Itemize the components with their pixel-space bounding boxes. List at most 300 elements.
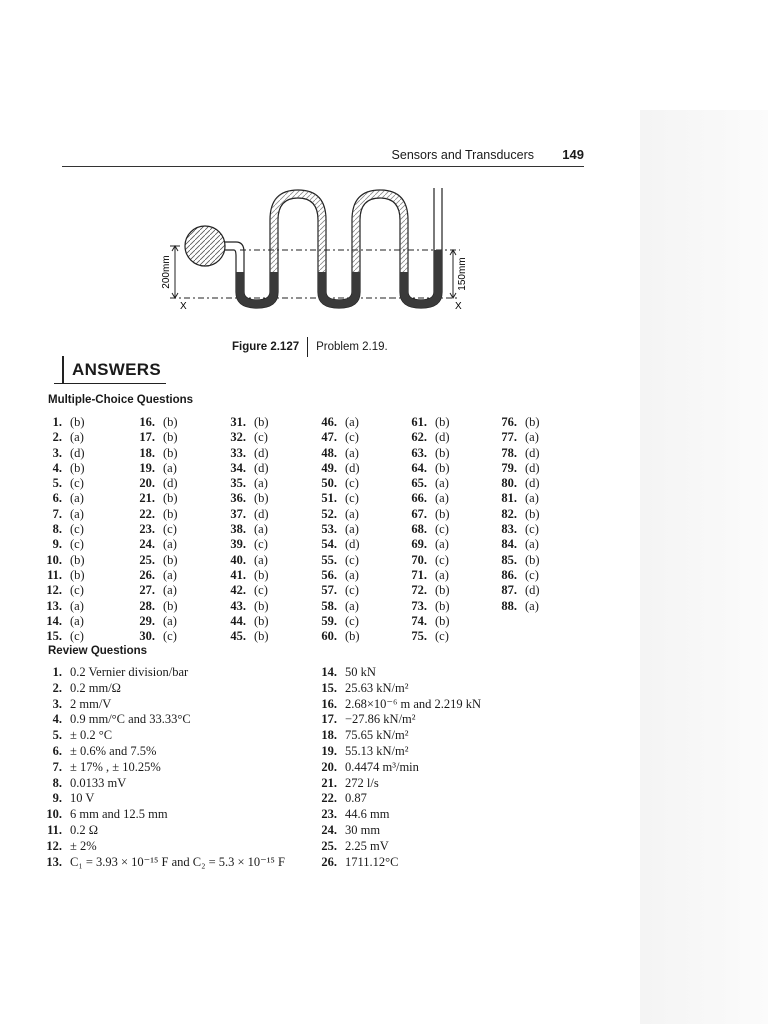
mcq-column: [401, 415, 450, 644]
mcq-answer-row: [220, 415, 269, 430]
review-column-left: [36, 665, 285, 870]
mcq-answer-row: [129, 476, 178, 491]
answer-choice: (a): [525, 598, 539, 613]
question-number: 7.: [52, 759, 62, 774]
answer-value: 2 mm/V: [70, 696, 112, 711]
answer-choice: (b): [163, 598, 178, 613]
review-answer-row: [36, 855, 285, 871]
mcq-answer-row: [220, 446, 269, 461]
u-tube-manometer: [236, 188, 442, 308]
answer-choice: (b): [435, 613, 450, 628]
answer-choice: (a): [70, 491, 84, 506]
question-number: 11.: [47, 822, 62, 837]
answer-choice: (c): [163, 522, 177, 537]
answers-title: ANSWERS: [72, 360, 161, 379]
question-number: 38.: [230, 522, 246, 537]
review-answer-row: [36, 839, 285, 855]
label-x-right: X: [455, 301, 462, 312]
mcq-answer-row: [401, 553, 450, 568]
answer-choice: (d): [254, 506, 269, 521]
question-number: 29.: [139, 613, 155, 628]
answer-value: 1711.12°C: [345, 854, 399, 869]
question-number: 2.: [52, 680, 62, 695]
answer-choice: (d): [254, 445, 269, 460]
question-number: 23.: [139, 522, 155, 537]
heading-rule: [54, 383, 166, 384]
review-answer-row: [311, 728, 481, 744]
answer-choice: (a): [70, 598, 84, 613]
question-number: 48.: [321, 445, 337, 460]
question-number: 27.: [139, 583, 155, 598]
answer-value: 0.87: [345, 791, 367, 806]
answer-choice: (a): [345, 506, 359, 521]
answer-choice: (a): [163, 583, 177, 598]
question-number: 51.: [321, 491, 337, 506]
question-number: 1.: [52, 415, 62, 429]
mcq-answer-row: [311, 446, 360, 461]
question-number: 6.: [52, 491, 62, 506]
question-number: 43.: [230, 598, 246, 613]
question-number: 30.: [139, 629, 155, 644]
mcq-answer-row: [220, 629, 269, 644]
mcq-answer-row: [311, 599, 360, 614]
mcq-answer-row: [401, 507, 450, 522]
answer-choice: (b): [345, 629, 360, 644]
mcq-answer-row: [220, 507, 269, 522]
mcq-answer-row: [36, 553, 85, 568]
review-answer-row: [311, 855, 481, 871]
answer-choice: (d): [70, 445, 85, 460]
question-number: 77.: [501, 430, 517, 445]
mcq-answer-row: [36, 461, 85, 476]
mcq-column: [491, 415, 540, 614]
question-number: 87.: [501, 583, 517, 598]
answer-choice: (b): [254, 613, 269, 628]
answer-choice: (a): [435, 476, 449, 491]
question-number: 20.: [321, 759, 337, 774]
question-number: 80.: [501, 476, 517, 491]
mcq-answer-row: [220, 522, 269, 537]
question-number: 85.: [501, 552, 517, 567]
question-number: 16.: [321, 696, 337, 711]
answer-choice: (a): [345, 598, 359, 613]
answer-choice: (b): [435, 445, 450, 460]
mcq-answer-row: [129, 507, 178, 522]
answer-value: 2.25 mV: [345, 838, 389, 853]
mcq-answer-row: [401, 522, 450, 537]
answer-choice: (a): [163, 613, 177, 628]
question-number: 4.: [52, 712, 62, 727]
answer-choice: (a): [163, 537, 177, 552]
review-answer-row: [311, 681, 481, 697]
review-answer-row: [36, 776, 285, 792]
question-number: 15.: [321, 680, 337, 695]
question-number: 1.: [52, 665, 62, 679]
review-answer-row: [36, 665, 285, 681]
answer-choice: (d): [163, 476, 178, 491]
question-number: 5.: [52, 476, 62, 491]
question-number: 39.: [230, 537, 246, 552]
review-answer-row: [36, 712, 285, 728]
question-number: 2.: [52, 430, 62, 445]
mcq-answer-row: [36, 430, 85, 445]
answer-choice: (c): [163, 629, 177, 644]
review-answer-row: [36, 760, 285, 776]
question-number: 22.: [139, 506, 155, 521]
question-number: 10.: [46, 552, 62, 567]
answer-value: ± 0.6% and 7.5%: [70, 743, 157, 758]
label-200mm: 200mm: [161, 255, 172, 289]
answer-choice: (c): [345, 491, 359, 506]
answer-value: 55.13 kN/m²: [345, 743, 409, 758]
question-number: 41.: [230, 567, 246, 582]
question-number: 9.: [52, 791, 62, 806]
answer-value: C₁ = 3.93 × 10⁻¹⁵ F and C₂ = 5.3 × 10⁻¹⁵ F: [70, 854, 285, 869]
question-number: 74.: [411, 613, 427, 628]
answer-value: ± 2%: [70, 838, 97, 853]
answer-choice: (b): [70, 460, 85, 475]
answer-value: 0.2 Ω: [70, 822, 99, 837]
answer-choice: (a): [163, 567, 177, 582]
mcq-answer-row: [491, 491, 540, 506]
question-number: 45.: [230, 629, 246, 644]
answer-choice: (d): [435, 430, 450, 445]
mcq-answer-row: [129, 446, 178, 461]
mcq-answer-row: [491, 553, 540, 568]
question-number: 18.: [139, 445, 155, 460]
question-number: 5.: [52, 728, 62, 743]
label-x-left: X: [180, 301, 187, 312]
mcq-answer-row: [401, 583, 450, 598]
mcq-answer-row: [311, 430, 360, 445]
mcq-answer-row: [129, 415, 178, 430]
figure-caption-text: Problem 2.19.: [316, 341, 388, 353]
question-number: 75.: [411, 629, 427, 644]
review-answer-row: [36, 728, 285, 744]
question-number: 83.: [501, 522, 517, 537]
mcq-answer-row: [311, 614, 360, 629]
mcq-column: [129, 415, 178, 644]
question-number: 11.: [47, 567, 62, 582]
question-number: 76.: [501, 415, 517, 429]
question-number: 24.: [139, 537, 155, 552]
question-number: 78.: [501, 445, 517, 460]
answer-choice: (b): [254, 567, 269, 582]
review-answer-row: [311, 791, 481, 807]
answer-choice: (a): [70, 430, 84, 445]
question-number: 35.: [230, 476, 246, 491]
question-number: 69.: [411, 537, 427, 552]
mcq-answer-row: [401, 614, 450, 629]
answer-choice: (c): [345, 583, 359, 598]
question-number: 8.: [52, 775, 62, 790]
mcq-answer-row: [129, 583, 178, 598]
question-number: 12.: [46, 838, 62, 853]
mcq-answer-row: [311, 491, 360, 506]
mcq-answer-row: [36, 476, 85, 491]
question-number: 64.: [411, 460, 427, 475]
review-column-right: [311, 665, 481, 870]
running-header: [62, 146, 584, 167]
question-number: 25.: [321, 838, 337, 853]
answer-choice: (c): [435, 522, 449, 537]
mcq-answer-row: [311, 537, 360, 552]
question-number: 54.: [321, 537, 337, 552]
question-number: 72.: [411, 583, 427, 598]
question-number: 17.: [139, 430, 155, 445]
answer-choice: (c): [254, 430, 268, 445]
mcq-answer-row: [129, 568, 178, 583]
answer-value: ± 17% , ± 10.25%: [70, 759, 161, 774]
answer-value: 10 V: [70, 791, 95, 806]
mcq-answer-row: [220, 599, 269, 614]
answer-choice: (a): [254, 476, 268, 491]
mcq-answer-row: [36, 599, 85, 614]
mcq-column: [311, 415, 360, 644]
mcq-answer-row: [129, 629, 178, 644]
mcq-answer-row: [401, 599, 450, 614]
question-number: 15.: [46, 629, 62, 644]
review-answer-row: [36, 681, 285, 697]
question-number: 59.: [321, 613, 337, 628]
mcq-answer-row: [401, 446, 450, 461]
review-answer-row: [311, 823, 481, 839]
answer-value: 0.0133 mV: [70, 775, 127, 790]
question-number: 86.: [501, 567, 517, 582]
question-number: 18.: [321, 728, 337, 743]
answer-value: 0.4474 m³/min: [345, 759, 419, 774]
question-number: 73.: [411, 598, 427, 613]
question-number: 65.: [411, 476, 427, 491]
question-number: 32.: [230, 430, 246, 445]
answer-choice: (c): [345, 476, 359, 491]
answer-choice: (d): [345, 460, 360, 475]
mcq-answer-row: [401, 415, 450, 430]
answer-value: 0.2 mm/Ω: [70, 680, 121, 695]
question-number: 70.: [411, 552, 427, 567]
answer-choice: (b): [525, 552, 540, 567]
mcq-answer-row: [129, 553, 178, 568]
answer-choice: (c): [345, 613, 359, 628]
figure-caption: [232, 337, 388, 357]
question-number: 25.: [139, 552, 155, 567]
mcq-answer-row: [401, 537, 450, 552]
question-number: 67.: [411, 506, 427, 521]
answer-choice: (b): [435, 460, 450, 475]
answer-choice: (b): [435, 583, 450, 598]
answer-choice: (b): [525, 506, 540, 521]
question-number: 36.: [230, 491, 246, 506]
manometer-figure: [150, 180, 480, 330]
answer-choice: (c): [254, 583, 268, 598]
question-number: 84.: [501, 537, 517, 552]
answer-choice: (d): [254, 460, 269, 475]
question-number: 9.: [52, 537, 62, 552]
question-number: 26.: [139, 567, 155, 582]
question-number: 81.: [501, 491, 517, 506]
answer-choice: (a): [525, 430, 539, 445]
mcq-answer-row: [220, 461, 269, 476]
review-answer-row: [36, 791, 285, 807]
question-number: 82.: [501, 506, 517, 521]
pressure-vessel: [185, 226, 225, 266]
mcq-answer-row: [36, 415, 85, 430]
answer-choice: (b): [163, 445, 178, 460]
question-number: 12.: [46, 583, 62, 598]
review-answer-row: [311, 744, 481, 760]
mcq-answer-row: [220, 614, 269, 629]
answer-choice: (b): [70, 567, 85, 582]
answer-choice: (c): [525, 567, 539, 582]
review-answer-row: [311, 760, 481, 776]
mcq-answer-row: [36, 537, 85, 552]
question-number: 79.: [501, 460, 517, 475]
answer-choice: (c): [254, 537, 268, 552]
answer-choice: (a): [435, 537, 449, 552]
question-number: 62.: [411, 430, 427, 445]
mcq-answer-row: [220, 491, 269, 506]
question-number: 53.: [321, 522, 337, 537]
answer-value: 50 kN: [345, 665, 376, 679]
question-number: 31.: [230, 415, 246, 429]
review-answer-row: [36, 807, 285, 823]
question-number: 6.: [52, 743, 62, 758]
mcq-answer-row: [401, 568, 450, 583]
question-number: 33.: [230, 445, 246, 460]
mcq-answer-row: [220, 553, 269, 568]
answer-choice: (b): [254, 491, 269, 506]
answer-choice: (d): [525, 583, 540, 598]
mcq-answer-row: [311, 629, 360, 644]
mcq-answer-row: [129, 522, 178, 537]
mcq-answer-row: [311, 522, 360, 537]
answer-choice: (b): [163, 506, 178, 521]
mcq-answer-row: [311, 415, 360, 430]
answer-value: 272 l/s: [345, 775, 379, 790]
answer-choice: (d): [345, 537, 360, 552]
mcq-answer-row: [36, 583, 85, 598]
answer-choice: (a): [254, 552, 268, 567]
answer-choice: (b): [163, 552, 178, 567]
mcq-answer-row: [491, 599, 540, 614]
mcq-answer-row: [491, 430, 540, 445]
question-number: 3.: [52, 696, 62, 711]
answer-choice: (a): [345, 445, 359, 460]
mcq-answer-row: [311, 461, 360, 476]
question-number: 14.: [46, 613, 62, 628]
header-title: Sensors and Transducers: [391, 148, 534, 162]
question-number: 13.: [46, 598, 62, 613]
answer-choice: (a): [435, 567, 449, 582]
question-number: 14.: [321, 665, 337, 679]
answer-value: ± 0.2 °C: [70, 728, 113, 743]
mercury-fill: [236, 250, 442, 308]
label-150mm: 150mm: [457, 257, 468, 291]
mcq-answer-row: [220, 537, 269, 552]
review-answer-row: [36, 823, 285, 839]
mcq-answer-row: [36, 507, 85, 522]
review-answer-row: [311, 839, 481, 855]
question-number: 3.: [52, 445, 62, 460]
answer-choice: (a): [70, 613, 84, 628]
question-number: 28.: [139, 598, 155, 613]
mcq-answer-row: [220, 583, 269, 598]
answer-choice: (a): [525, 537, 539, 552]
mcq-section-title: Multiple-Choice Questions: [48, 394, 194, 406]
answer-choice: (a): [435, 491, 449, 506]
heading-bar: [62, 356, 64, 384]
answer-choice: (c): [525, 522, 539, 537]
answer-choice: (d): [525, 476, 540, 491]
question-number: 71.: [411, 567, 427, 582]
mcq-answer-row: [220, 568, 269, 583]
answers-heading: [62, 356, 161, 384]
answer-choice: (c): [70, 476, 84, 491]
answer-choice: (c): [70, 537, 84, 552]
mcq-answer-row: [311, 583, 360, 598]
answer-value: −27.86 kN/m²: [345, 712, 416, 727]
question-number: 24.: [321, 822, 337, 837]
mcq-answer-row: [129, 461, 178, 476]
question-number: 40.: [230, 552, 246, 567]
answer-choice: (a): [345, 522, 359, 537]
mcq-answer-row: [491, 415, 540, 430]
mcq-answer-row: [401, 629, 450, 644]
caption-separator: [307, 337, 308, 357]
mcq-answer-row: [491, 461, 540, 476]
mcq-answer-row: [491, 568, 540, 583]
answer-choice: (b): [163, 430, 178, 445]
answer-choice: (c): [435, 629, 449, 644]
answer-choice: (a): [70, 506, 84, 521]
question-number: 13.: [46, 854, 62, 869]
question-number: 22.: [321, 791, 337, 806]
answer-choice: (c): [70, 629, 84, 644]
mcq-answer-row: [311, 568, 360, 583]
page-edge-shade: [640, 110, 768, 1024]
answer-value: 44.6 mm: [345, 807, 390, 822]
answer-choice: (b): [254, 629, 269, 644]
figure-label: Figure 2.127: [232, 341, 300, 353]
fluid-hatched: [270, 190, 408, 272]
answer-value: 0.9 mm/°C and 33.33°C: [70, 712, 191, 727]
review-answer-row: [311, 776, 481, 792]
question-number: 50.: [321, 476, 337, 491]
review-answer-row: [36, 697, 285, 713]
mcq-answer-row: [36, 629, 85, 644]
answer-choice: (c): [345, 552, 359, 567]
answer-choice: (a): [345, 415, 359, 429]
answer-value: 75.65 kN/m²: [345, 728, 409, 743]
question-number: 37.: [230, 506, 246, 521]
answer-choice: (a): [525, 491, 539, 506]
question-number: 60.: [321, 629, 337, 644]
mcq-answer-row: [129, 537, 178, 552]
question-number: 26.: [321, 854, 337, 869]
question-number: 42.: [230, 583, 246, 598]
mcq-column: [36, 415, 85, 644]
mcq-answer-row: [36, 446, 85, 461]
mcq-answer-row: [220, 430, 269, 445]
answer-value: 25.63 kN/m²: [345, 680, 409, 695]
mcq-answer-row: [129, 430, 178, 445]
mcq-answer-row: [401, 476, 450, 491]
question-number: 4.: [52, 460, 62, 475]
question-number: 7.: [52, 506, 62, 521]
mcq-answer-row: [129, 614, 178, 629]
question-number: 20.: [139, 476, 155, 491]
review-answer-row: [36, 744, 285, 760]
